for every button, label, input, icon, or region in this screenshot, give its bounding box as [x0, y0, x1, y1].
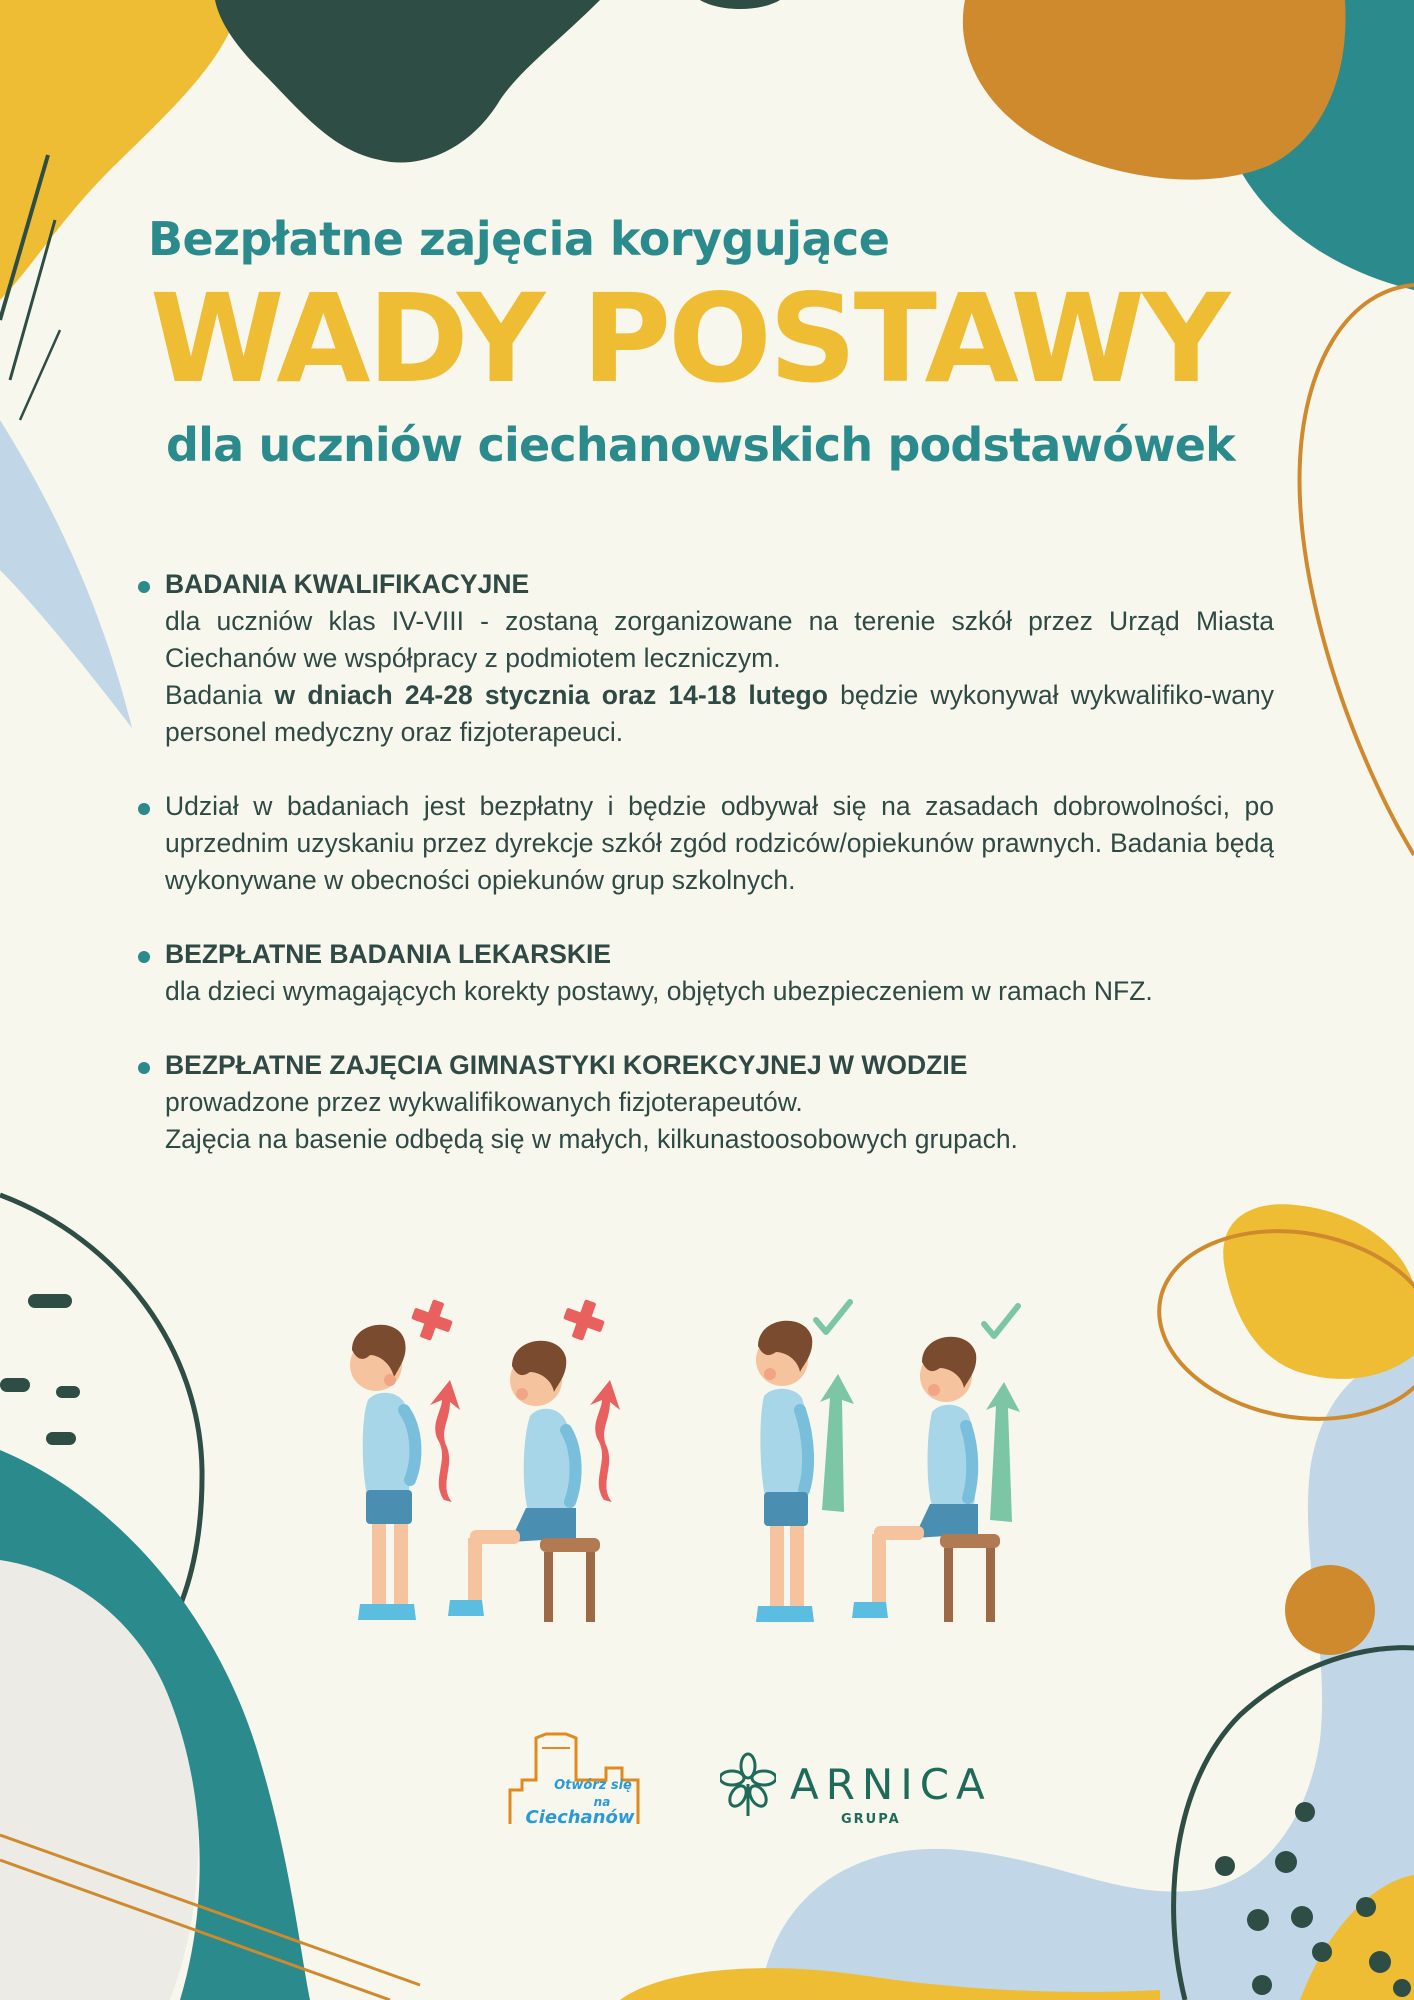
list-item-water-gym: [138, 1047, 1274, 1158]
poster-tagline: dla uczniów ciechanowskich podstawówek: [166, 418, 1235, 472]
water-gym-text-2: Zajęcia na basenie odbędą się w małych, kilkunastoosobowych grupach.: [165, 1124, 1018, 1154]
yellow-blob-right: [1223, 1204, 1414, 1379]
dark-dash-4: [46, 1432, 76, 1445]
dark-green-blob-top: [215, 0, 600, 163]
dates-prefix: Badania: [165, 680, 275, 710]
dark-dot-3: [1275, 1851, 1297, 1873]
curved-red-arrow-icon: [590, 1380, 620, 1502]
dark-green-blob-small-top: [700, 0, 780, 9]
figure-standing-incorrect: [350, 1294, 460, 1620]
straight-green-arrow-icon: [820, 1374, 854, 1512]
orange-blob-top-right: [963, 0, 1346, 180]
bullet-dot-icon: [138, 803, 150, 815]
poster-title: WADY POSTAWY: [150, 268, 1228, 410]
bullet-dot-icon: [138, 581, 150, 593]
water-gym-text-1: prowadzone przez wykwalifikowanych fizjoterapeutów.: [165, 1087, 803, 1117]
dark-dot-5: [1291, 1906, 1313, 1928]
posture-illustration: [320, 1280, 1060, 1660]
orange-dot-right: [1285, 1565, 1375, 1655]
qualification-text: dla uczniów klas IV-VIII - zostaną zorganizowane na terenie szkół przez Urząd Miasta Ciechanów we współpracy z podmiotem leczniczym.: [165, 606, 1274, 673]
ciechanow-logo-line2: na: [593, 1795, 611, 1809]
dark-dash-3: [56, 1386, 80, 1398]
dark-line-left-3: [20, 330, 60, 420]
medical-heading: BEZPŁATNE BADANIA LEKARSKIE: [165, 939, 612, 969]
info-list: [138, 566, 1274, 1195]
straight-green-arrow-icon: [986, 1382, 1020, 1522]
dark-dot-7: [1312, 1942, 1332, 1962]
arnica-logo-sub: GRUPA: [841, 1812, 901, 1827]
ciechanow-logo-line3: Ciechanów: [525, 1807, 635, 1828]
bullet-dot-icon: [138, 951, 150, 963]
bullet-dot-icon: [138, 1062, 150, 1074]
dark-dash-1: [28, 1294, 72, 1308]
arnica-logo-name: ARNICA: [790, 1760, 992, 1809]
list-item-qualification: [138, 566, 1274, 751]
figure-sitting-incorrect: [448, 1294, 620, 1622]
dates-bold: w dniach 24-28 stycznia oraz 14-18 lutego: [274, 680, 828, 710]
poster-subtitle: Bezpłatne zajęcia korygujące: [148, 212, 890, 266]
qualification-dates-line: [165, 677, 1274, 751]
dark-dot-10: [1393, 1979, 1411, 1997]
figure-sitting-correct: [852, 1306, 1020, 1622]
red-cross-icon: [406, 1294, 457, 1345]
red-cross-icon: [558, 1294, 609, 1345]
dark-dot-2: [1215, 1856, 1235, 1876]
dark-dot-4: [1247, 1909, 1269, 1931]
dark-dot-9: [1252, 1975, 1272, 1995]
figure-standing-correct: [756, 1302, 854, 1622]
list-item-medical: [138, 936, 1274, 1010]
arnica-flower-icon: [720, 1752, 776, 1818]
green-check-icon: [984, 1306, 1018, 1336]
light-blue-leaf-left: [0, 420, 132, 728]
ciechanow-logo-line1: Otwórz się: [554, 1778, 632, 1793]
dates-suffix: będzie wykonywał wykwalifiko-wany personel medyczny oraz fizjoterapeuci.: [165, 680, 1274, 747]
qualification-heading: BADANIA KWALIFIKACYJNE: [165, 569, 530, 599]
green-check-icon: [816, 1302, 850, 1332]
ciechanow-logo-text: [520, 1778, 640, 1826]
list-item-participation: [138, 788, 1274, 899]
dark-dash-2: [0, 1378, 30, 1392]
dark-dot-8: [1369, 1951, 1391, 1973]
dark-dot-6: [1356, 1897, 1376, 1917]
curved-red-arrow-icon: [430, 1380, 460, 1502]
water-gym-heading: BEZPŁATNE ZAJĘCIA GIMNASTYKI KOREKCYJNEJ W WODZIE: [165, 1050, 968, 1080]
medical-text: dla dzieci wymagających korekty postawy, objętych ubezpieczeniem w ramach NFZ.: [165, 976, 1153, 1006]
orange-outline-right: [1300, 285, 1414, 855]
participation-text: Udział w badaniach jest bezpłatny i będzie odbywał się na zasadach dobrowolności, po uprzednim uzyskaniu przez dyrekcje szkół zgód rodziców/opiekunów prawnych. Badania będą wykonywane w obecności opiekunów grup szkolnych.: [165, 791, 1274, 895]
dark-dot-1: [1295, 1802, 1315, 1822]
